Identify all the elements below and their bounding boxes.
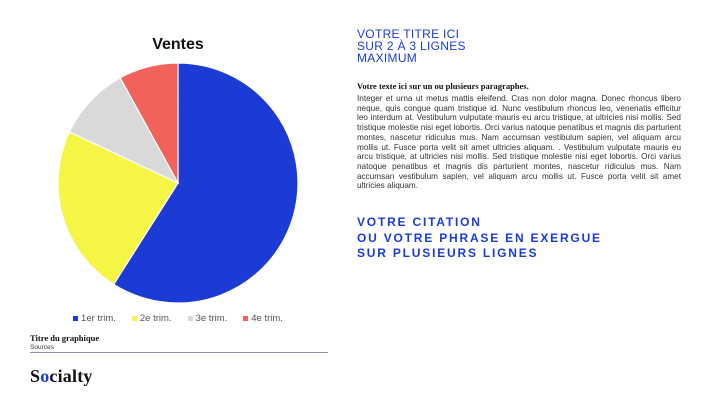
legend-item-1: [73, 313, 116, 324]
legend-label: 1er trim.: [81, 313, 116, 324]
quote-line-1: VOTRE CITATION: [357, 215, 482, 229]
legend-item-3: [188, 313, 228, 324]
pull-quote: [357, 215, 687, 262]
logo-text-end: cialty: [49, 366, 93, 386]
divider: [30, 352, 328, 353]
legend-swatch: [132, 316, 137, 321]
legend-label: 4e trim.: [251, 313, 283, 324]
chart-source-title: Titre du graphique: [30, 333, 100, 343]
socialty-logo: [30, 366, 93, 387]
logo-text-start: S: [30, 366, 41, 386]
headline: [357, 28, 687, 64]
legend-item-2: [132, 313, 172, 324]
legend-swatch: [188, 316, 193, 321]
chart-source-block: [30, 333, 330, 351]
logo-dot: o: [40, 366, 50, 386]
headline-line-2: SUR 2 À 3 LIGNES: [357, 39, 466, 53]
headline-line-1: VOTRE TITRE ICI: [357, 27, 460, 41]
legend-swatch: [243, 316, 248, 321]
body-text: Integer et urna ut metus mattis eleifend. Cras non dolor magna. Donec rhoncus libero neque, quis congue quam tristique id. Nunc vestibulum rhoncus leo, venenatis efficitur leo interdum at. Vestibulum vulputate mauris eu arcu tristique, at ultricies nisi mollis. Sed tristique molestie nisi eget lobortis. Orci varius natoque penatibus et magnis dis parturient montes, nascetur ridiculus mus. Nam accumsan vestibulum sapien, vel aliquam arcu mollis ut. Fusce porta velit sit amet ultricies aliquam. . Vestibulum vulputate mauris eu arcu tristique, at ultricies nisi mollis. Sed tristique molestie nisi eget lobortis. Orci varius natoque penatibus et magnis dis parturient montes, nascetur ridiculus mus. Nam accumsan vestibulum sapien, vel aliquam arcu mollis ut. Fusce porta velit sit amet ultricies aliquam.: [357, 94, 681, 191]
chart-legend: [0, 313, 356, 324]
chart-source-note: Sources: [30, 344, 54, 351]
chart-title: Ventes: [152, 36, 204, 53]
legend-swatch: [73, 316, 78, 321]
pie-chart: [0, 0, 356, 310]
headline-line-3: MAXIMUM: [357, 51, 418, 65]
legend-label: 2e trim.: [139, 313, 172, 324]
quote-line-3: SUR PLUSIEURS LIGNES: [357, 246, 539, 260]
quote-line-2: OU VOTRE PHRASE EN EXERGUE: [357, 230, 602, 245]
legend-item-4: [243, 313, 283, 324]
legend-label: 3e trim.: [195, 313, 228, 324]
lead-text: Votre texte ici sur un ou plusieurs paragraphes.: [357, 81, 529, 91]
